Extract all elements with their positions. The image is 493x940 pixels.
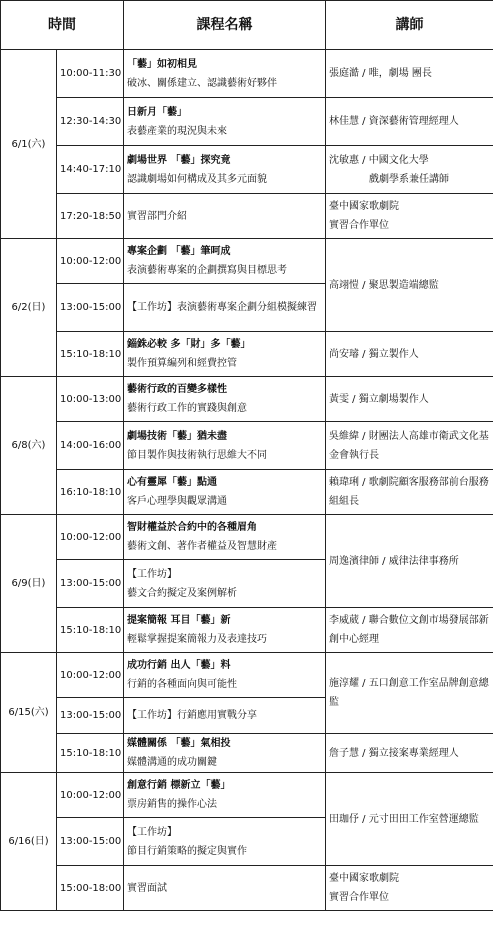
header-teacher: 講師 [326, 1, 493, 50]
teacher-line: 施淳耀 / 五口創意工作室品牌創意總監 [329, 678, 489, 708]
time-cell: 10:00-12:00 [57, 653, 124, 698]
course-description: 表演藝術專案的企劃撰寫與目標思考 [127, 265, 287, 276]
teacher-line: 林佳慧 / 資深藝術管理經理人 [329, 116, 459, 127]
teacher-cell [326, 377, 493, 422]
time-cell: 10:00-11:30 [57, 50, 124, 98]
teacher-line: 李威葳 / 聯合數位文創市場發展部新創中心經理 [329, 615, 489, 645]
course-title: 專案企劃 「藝」筆呵成 [127, 246, 231, 257]
teacher-line: 黃雯 / 獨立劇場製作人 [329, 393, 429, 405]
table-row [1, 608, 493, 653]
table-row [1, 50, 493, 98]
course-cell [124, 377, 326, 422]
time-cell: 13:00-15:00 [57, 560, 124, 608]
time-cell: 13:00-15:00 [57, 698, 124, 734]
table-row [1, 194, 493, 239]
time-cell: 17:20-18:50 [57, 194, 124, 239]
table-row [1, 734, 493, 773]
course-description: 【工作坊】 [127, 568, 177, 580]
teacher-line: 尚安璿 / 獨立製作人 [329, 348, 419, 360]
course-description: 節目製作與技術執行思維大不同 [127, 449, 267, 461]
course-cell [124, 239, 326, 284]
teacher-line: 賴瑋琍 / 歌劇院顧客服務部前台服務組組長 [329, 477, 489, 507]
teacher-cell [326, 98, 493, 146]
table-row [1, 515, 493, 560]
time-cell: 13:00-15:00 [57, 284, 124, 332]
course-title: 藝術行政的百變多樣性 [127, 384, 227, 395]
course-description: 【工作坊】行銷應用實戰分享 [127, 710, 257, 721]
teacher-cell [326, 332, 493, 377]
course-title: 創意行銷 標新立「藝」 [127, 780, 231, 791]
course-cell [124, 734, 326, 773]
teacher-line: 戲劇學系兼任講師 [369, 173, 449, 185]
course-title: 劇場技術「藝」猶未盡 [127, 430, 227, 442]
course-title: 劇場世界 「藝」探究竟 [127, 154, 231, 166]
course-cell [124, 866, 326, 911]
table-row [1, 773, 493, 818]
course-description: 藝術行政工作的實踐與創意 [127, 403, 247, 414]
course-title: 成功行銷 出人「藝」料 [127, 660, 231, 671]
course-cell [124, 146, 326, 194]
header-time: 時間 [1, 1, 124, 50]
course-description-2: 節目行銷策略的擬定與實作 [127, 845, 247, 857]
course-description: 藝術文創、著作者權益及智慧財產 [127, 541, 277, 552]
time-cell: 16:10-18:10 [57, 470, 124, 515]
teacher-line: 臺中國家歌劇院 [329, 201, 399, 212]
teacher-cell [326, 515, 493, 608]
course-title: 心有靈犀「藝」點通 [127, 477, 217, 488]
course-title: 智財權益於合約中的各種眉角 [127, 522, 257, 533]
table-row [1, 422, 493, 470]
time-cell: 14:40-17:10 [57, 146, 124, 194]
date-cell: 6/16(日) [1, 773, 57, 911]
course-cell [124, 470, 326, 515]
course-cell [124, 194, 326, 239]
teacher-line: 詹子慧 / 獨立接案專業經理人 [329, 747, 459, 759]
time-cell: 10:00-12:00 [57, 773, 124, 818]
table-row [1, 332, 493, 377]
teacher-line: 實習合作單位 [329, 892, 389, 903]
course-cell [124, 773, 326, 818]
course-description: 輕鬆掌握提案簡報力及表達技巧 [127, 634, 267, 645]
course-cell [124, 818, 326, 866]
course-cell [124, 560, 326, 608]
course-title: 提案簡報 耳目「藝」新 [127, 615, 231, 626]
time-cell: 12:30-14:30 [57, 98, 124, 146]
course-cell [124, 422, 326, 470]
course-description-2: 藝文合約擬定及案例解析 [127, 587, 237, 599]
date-cell: 6/15(六) [1, 653, 57, 773]
course-description: 行銷的各種面向與可能性 [127, 679, 237, 690]
table-row [1, 377, 493, 422]
teacher-cell [326, 194, 493, 239]
time-cell: 15:10-18:10 [57, 734, 124, 773]
table-row [1, 470, 493, 515]
course-description: 表藝產業的現況與未來 [127, 125, 227, 137]
time-cell: 10:00-13:00 [57, 377, 124, 422]
table-row [1, 146, 493, 194]
course-description: 認識劇場如何構成及其多元面貌 [127, 173, 267, 185]
date-cell: 6/8(六) [1, 377, 57, 515]
teacher-line: 張庭澔 / 唯，劇場 團長 [329, 68, 432, 79]
time-cell: 15:10-18:10 [57, 608, 124, 653]
time-cell: 10:00-12:00 [57, 515, 124, 560]
course-title: 「藝」如初相見 [127, 58, 197, 70]
course-description: 媒體溝通的成功關鍵 [127, 757, 217, 768]
date-cell: 6/9(日) [1, 515, 57, 653]
course-cell [124, 698, 326, 734]
course-description: 【工作坊】表演藝術專案企劃分組模擬練習 [127, 302, 317, 313]
time-cell: 15:10-18:10 [57, 332, 124, 377]
schedule-body [1, 50, 493, 911]
course-cell [124, 608, 326, 653]
teacher-cell [326, 608, 493, 653]
course-title: 日新月「藝」 [127, 106, 187, 118]
course-description: 實習面試 [127, 882, 167, 894]
teacher-cell [326, 146, 493, 194]
teacher-cell [326, 50, 493, 98]
header-row [1, 1, 493, 50]
course-description: 製作預算編列和經費控管 [127, 358, 237, 369]
course-title: 錙銖必較 多「財」多「藝」 [127, 339, 251, 350]
teacher-line: 高翊愷 / 聚思製造端總監 [329, 279, 439, 291]
course-cell [124, 284, 326, 332]
table-row [1, 866, 493, 911]
teacher-cell [326, 470, 493, 515]
course-cell [124, 515, 326, 560]
teacher-line: 周逸濱律師 / 威律法律事務所 [329, 555, 459, 567]
course-description: 【工作坊】 [127, 826, 177, 838]
time-cell: 10:00-12:00 [57, 239, 124, 284]
teacher-cell [326, 866, 493, 911]
teacher-cell [326, 239, 493, 332]
teacher-cell [326, 422, 493, 470]
course-description: 破冰、關係建立、認識藝術好夥伴 [127, 77, 277, 89]
teacher-line: 吳維緯 / 財團法人高雄市衛武文化基金會執行長 [329, 430, 489, 461]
course-cell [124, 653, 326, 698]
table-row [1, 653, 493, 698]
teacher-cell [326, 653, 493, 734]
teacher-line: 沈敏惠 / 中國文化大學 [329, 154, 429, 166]
teacher-cell [326, 734, 493, 773]
teacher-line: 田珈伃 / 元寸田田工作室營運總監 [329, 813, 479, 825]
course-description: 票房銷售的操作心法 [127, 799, 217, 810]
course-description: 客戶心理學與觀眾溝通 [127, 496, 227, 507]
table-row [1, 239, 493, 284]
teacher-cell [326, 773, 493, 866]
course-cell [124, 50, 326, 98]
teacher-line: 臺中國家歌劇院 [329, 873, 399, 884]
course-description: 實習部門介紹 [127, 210, 187, 222]
date-cell: 6/2(日) [1, 239, 57, 377]
time-cell: 13:00-15:00 [57, 818, 124, 866]
time-cell: 15:00-18:00 [57, 866, 124, 911]
teacher-line: 實習合作單位 [329, 220, 389, 231]
course-cell [124, 332, 326, 377]
course-title: 媒體關係 「藝」氣相投 [127, 738, 231, 749]
header-course: 課程名稱 [124, 1, 326, 50]
course-cell [124, 98, 326, 146]
table-row [1, 98, 493, 146]
time-cell: 14:00-16:00 [57, 422, 124, 470]
date-cell: 6/1(六) [1, 50, 57, 239]
